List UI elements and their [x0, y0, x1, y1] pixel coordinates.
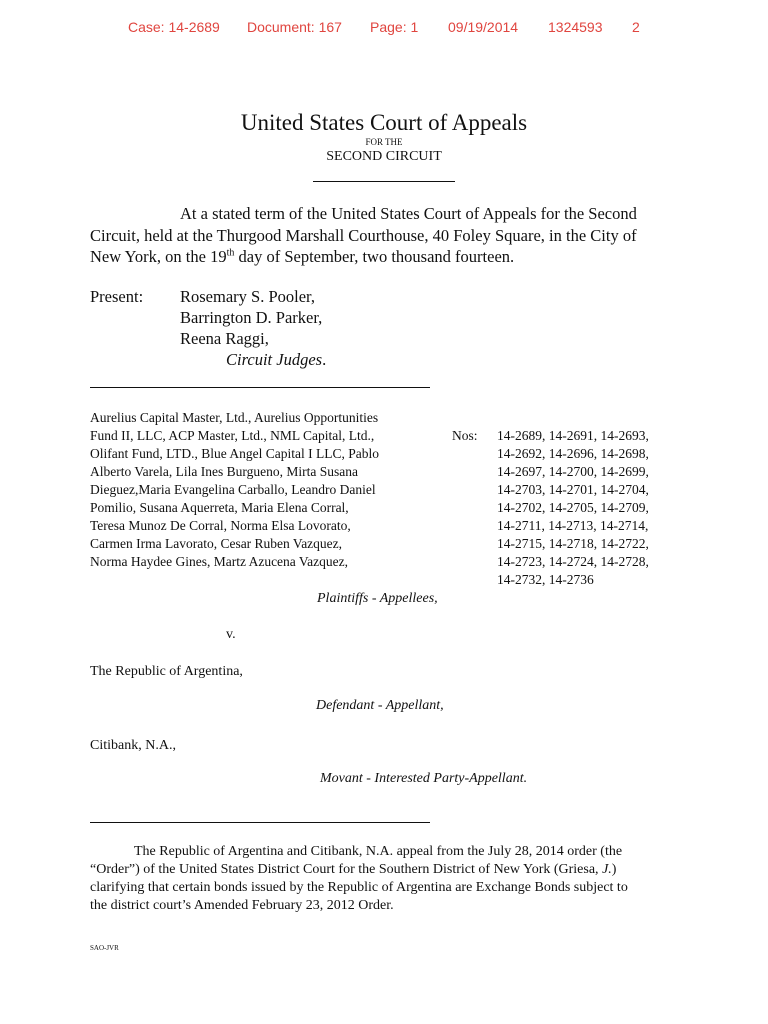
case-number: Case: 14-2689: [128, 19, 220, 35]
plaintiff-line: Pomilio, Susana Aquerreta, Maria Elena Corral,: [90, 500, 349, 515]
judge-abbrev: J.: [602, 862, 612, 877]
circuit-judges-role: Circuit Judges: [226, 350, 323, 369]
plaintiffs-list: [90, 409, 379, 571]
plaintiff-line: Norma Haydee Gines, Martz Azucena Vazquez,: [90, 554, 349, 569]
defendant-name: The Republic of Argentina,: [90, 664, 243, 679]
circuit-judges-label: [226, 350, 326, 370]
court-title: United States Court of Appeals: [240, 110, 528, 135]
entry-id: 1324593: [548, 19, 603, 35]
order-line-2: [90, 861, 616, 879]
judge-name: Barrington D. Parker,: [180, 308, 323, 327]
page-count: 2: [632, 19, 640, 35]
docket-line: 14-2711, 14-2713, 14-2714,: [497, 518, 649, 533]
versus: v.: [226, 627, 236, 642]
order-line-1: The Republic of Argentina and Citibank, N.A. appeal from the July 28, 2014 order (the: [134, 844, 623, 859]
docket-line: 14-2697, 14-2700, 14-2699,: [497, 464, 649, 479]
judge-name: Reena Raggi,: [180, 329, 269, 348]
judge-name: Rosemary S. Pooler,: [180, 287, 315, 306]
plaintiff-line: Aurelius Capital Master, Ltd., Aurelius Opportunities: [90, 410, 379, 425]
movant-name: Citibank, N.A.,: [90, 738, 176, 753]
author-initials: SAO-JVR: [90, 944, 119, 952]
caption-divider-top: [90, 387, 430, 388]
plaintiffs-role: Plaintiffs - Appellees,: [317, 591, 438, 606]
plaintiff-line: Olifant Fund, LTD., Blue Angel Capital I LLC, Pablo: [90, 446, 379, 461]
court-circuit: SECOND CIRCUIT: [326, 149, 442, 164]
heading-divider: [313, 181, 455, 182]
docket-line: 14-2723, 14-2724, 14-2728,: [497, 554, 649, 569]
intro-line-3: [90, 246, 514, 268]
court-for-the: FOR THE: [365, 137, 403, 147]
page-number: Page: 1: [370, 19, 419, 35]
docket-line: 14-2703, 14-2701, 14-2704,: [497, 482, 649, 497]
order-line-2-close: ): [611, 862, 617, 877]
plaintiff-line: Fund II, LLC, ACP Master, Ltd., NML Capital, Ltd.,: [90, 428, 375, 443]
role-period: .: [322, 350, 327, 369]
plaintiff-line: Carmen Irma Lavorato, Cesar Ruben Vazquez,: [90, 536, 343, 551]
filing-date: 09/19/2014: [448, 19, 519, 35]
intro-line-2: Circuit, held at the Thurgood Marshall Courthouse, 40 Foley Square, in the City of: [90, 226, 637, 245]
plaintiff-line: Alberto Varela, Lila Ines Burgueno, Mirta Susana: [90, 464, 358, 479]
order-line-2-text: “Order”) of the United States District Court for the Southern District of New York (Griesa,: [90, 862, 603, 877]
defendant-role: Defendant - Appellant,: [316, 698, 444, 713]
docket-numbers: [497, 427, 649, 589]
docket-label: Nos:: [452, 428, 478, 443]
plaintiff-line: Dieguez,Maria Evangelina Carballo, Leandro Daniel: [90, 482, 376, 497]
intro-line-3-text: New York, on the 19: [90, 247, 227, 266]
order-line-3: clarifying that certain bonds issued by the Republic of Argentina are Exchange Bonds subject to: [90, 880, 628, 895]
ordinal-suffix: th: [226, 247, 235, 259]
plaintiff-line: Teresa Munoz De Corral, Norma Elsa Lovorato,: [90, 518, 351, 533]
caption-divider-bottom: [90, 822, 430, 823]
docket-line: 14-2689, 14-2691, 14-2693,: [497, 428, 649, 443]
document-number: Document: 167: [247, 19, 342, 35]
docket-line: 14-2692, 14-2696, 14-2698,: [497, 446, 649, 461]
movant-role: Movant - Interested Party-Appellant.: [320, 771, 528, 786]
docket-line: 14-2732, 14-2736: [497, 572, 594, 587]
intro-line-3-rest: day of September, two thousand fourteen.: [234, 247, 515, 266]
intro-line-1: At a stated term of the United States Court of Appeals for the Second: [180, 204, 637, 223]
case-header-stamp: [0, 19, 768, 39]
docket-line: 14-2715, 14-2718, 14-2722,: [497, 536, 649, 551]
docket-line: 14-2702, 14-2705, 14-2709,: [497, 500, 649, 515]
present-label: Present:: [90, 287, 144, 306]
order-line-4: the district court’s Amended February 23, 2012 Order.: [90, 898, 394, 913]
